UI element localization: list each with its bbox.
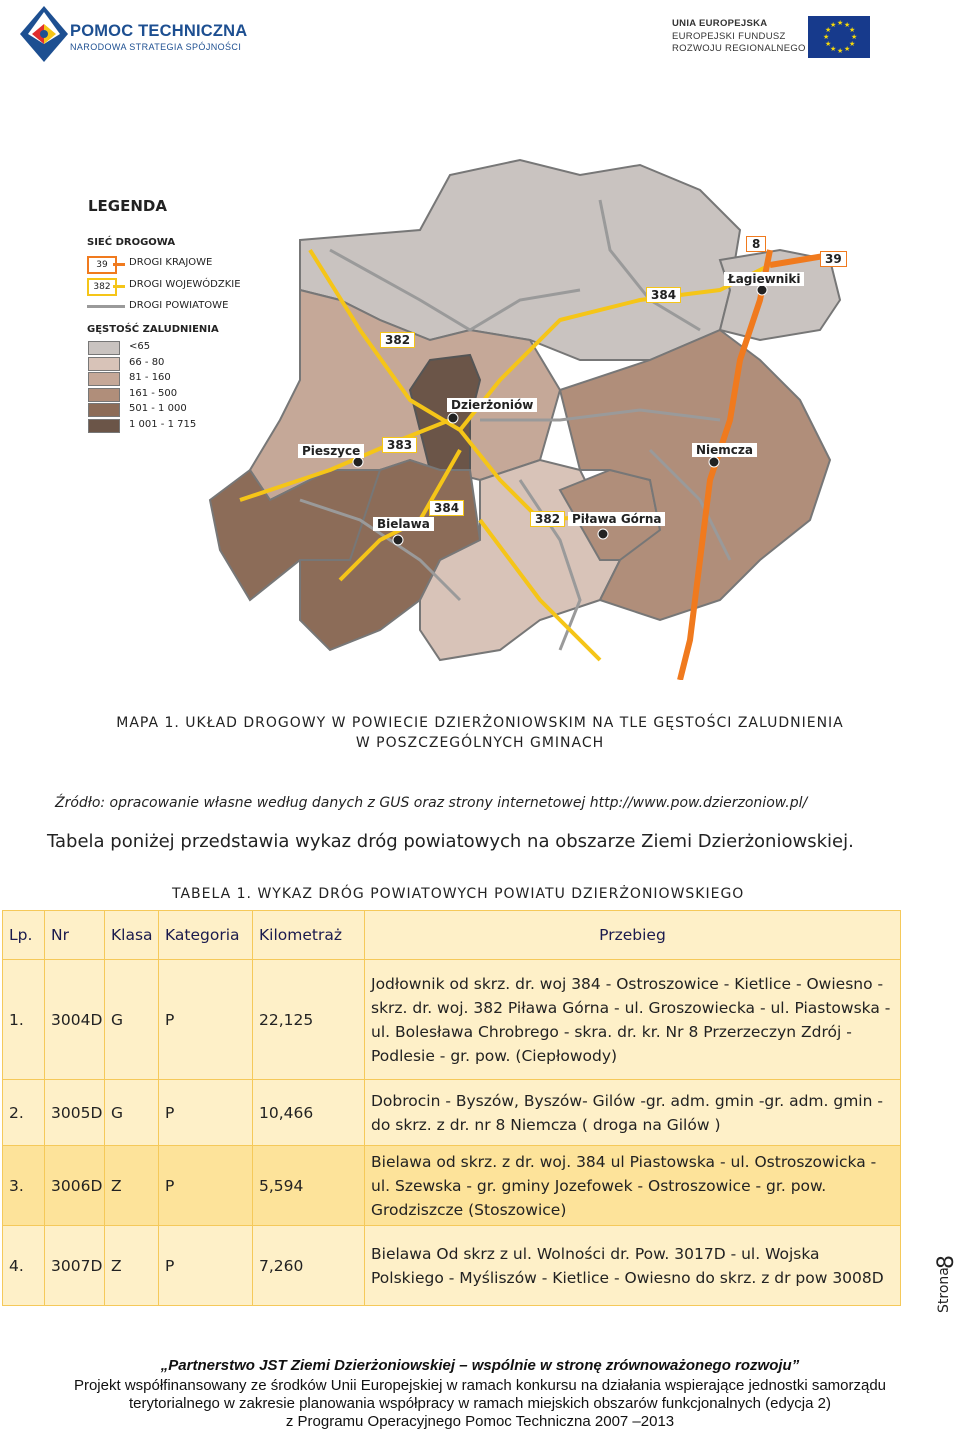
table-row xyxy=(3,1146,901,1226)
header-kategoria: Kategoria xyxy=(159,911,253,960)
eu-logo-line1: UNIA EUROPEJSKA xyxy=(672,18,768,29)
legend-badge-voivodeship: 382 xyxy=(87,278,117,296)
road-badge-384-north: 384 xyxy=(646,287,681,303)
cell-lp: 3. xyxy=(3,1146,45,1226)
intro-paragraph: Tabela poniżej przedstawia wykaz dróg powiatowych na obszarze Ziemi Dzierżoniowskiej. xyxy=(47,831,854,852)
cell-klasa: Z xyxy=(105,1226,159,1306)
legend-label-density-4: 161 - 500 xyxy=(129,388,178,399)
svg-text:★: ★ xyxy=(851,33,858,41)
cell-przebieg: Dobrocin - Byszów, Byszów- Gilów -gr. adm. gmin -gr. adm. gmin - do skrz. z dr. nr 8 Niemcza ( droga na Gilów ) xyxy=(365,1080,901,1146)
eu-logo-line2: EUROPEJSKI FUNDUSZ xyxy=(672,31,786,42)
page-number-value: 8 xyxy=(934,1255,959,1269)
svg-text:★: ★ xyxy=(825,26,832,34)
eu-logo-line3: ROZWOJU REGIONALNEGO xyxy=(672,43,806,54)
cell-nr: 3006D xyxy=(45,1146,105,1226)
cell-przebieg: Bielawa od skrz. z dr. woj. 384 ul Piastowska - ul. Ostroszowicka -ul. Szewska - gr. gminy Jozefowek - Ostroszowice - gr. pow. Grodziszcze (Stoszowice) xyxy=(365,1146,901,1226)
legend-line-voivodeship xyxy=(113,285,125,288)
legend-label-density-6: 1 001 - 1 715 xyxy=(129,419,197,430)
cell-lp: 1. xyxy=(3,960,45,1080)
svg-text:★: ★ xyxy=(830,45,837,53)
legend-label-county: DROGI POWIATOWE xyxy=(129,300,229,311)
map-label-bielawa: Bielawa xyxy=(373,517,434,531)
cell-kilometraz: 22,125 xyxy=(253,960,365,1080)
page-number xyxy=(934,1245,960,1315)
logo-left-title: POMOC TECHNICZNA xyxy=(70,22,248,40)
road-badge-8: 8 xyxy=(746,236,766,252)
svg-text:★: ★ xyxy=(844,21,851,29)
map-label-dzierzoniow: Dzierżoniów xyxy=(447,398,537,412)
footer-line2: Projekt współfinansowany ze środków Unii Europejskiej w ramach konkursu na działania wspierające jednostki samorządu xyxy=(73,1377,887,1394)
road-badge-39: 39 xyxy=(820,251,847,267)
cell-przebieg: Jodłownik od skrz. dr. woj 384 - Ostroszowice - Kietlice - Owiesno -skrz. dr. woj. 382 Piława Górna - ul. Groszowiecka - ul. Piastowska - ul. Bolesława Chrobrego - skra. dr. kr. Nr 8 Przerzeczyn Zdrój - Podlesie - gr. pow. (Ciepłowody) xyxy=(365,960,901,1080)
table-row xyxy=(3,960,901,1080)
header-nr: Nr xyxy=(45,911,105,960)
eu-logo xyxy=(660,12,875,60)
road-badge-382-south: 382 xyxy=(530,511,565,527)
legend-swatch-density-1 xyxy=(88,341,120,355)
legend-network-title: SIEĆ DROGOWA xyxy=(87,237,176,248)
header-przebieg: Przebieg xyxy=(365,911,901,960)
logo-left-subtitle: NARODOWA STRATEGIA SPÓJNOŚCI xyxy=(70,42,242,52)
table-header-row xyxy=(3,911,901,960)
road-badge-383: 383 xyxy=(382,437,417,453)
legend-label-density-1: <65 xyxy=(129,341,151,352)
legend-label-national: DROGI KRAJOWE xyxy=(129,257,213,268)
eu-flag-icon xyxy=(808,16,870,58)
footer-line4: z Programu Operacyjnego Pomoc Techniczna 2007 –2013 xyxy=(285,1413,675,1430)
header-lp: Lp. xyxy=(3,911,45,960)
cell-klasa: G xyxy=(105,1080,159,1146)
road-badge-382-north: 382 xyxy=(380,332,415,348)
table-caption: TABELA 1. WYKAZ DRÓG POWIATOWYCH POWIATU DZIERŻONIOWSKIEGO xyxy=(172,886,745,902)
map-label-niemcza: Niemcza xyxy=(692,443,757,457)
svg-text:★: ★ xyxy=(825,40,832,48)
svg-text:★: ★ xyxy=(837,47,844,55)
cell-klasa: Z xyxy=(105,1146,159,1226)
footer-title: „Partnerstwo JST Ziemi Dzierżoniowskiej – wspólnie w stronę zrównoważonego rozwoju” xyxy=(160,1357,800,1374)
map-label-pieszyce: Pieszyce xyxy=(298,444,364,458)
source-note: Źródło: opracowanie własne według danych z GUS oraz strony internetowej http://www.pow.dzierzoniow.pl/ xyxy=(55,795,808,811)
legend-label-density-2: 66 - 80 xyxy=(129,357,165,368)
pomoc-techniczna-logo xyxy=(18,4,278,64)
legend-swatch-density-2 xyxy=(88,357,120,371)
roads-table xyxy=(2,910,901,1306)
cell-kategoria: P xyxy=(159,960,253,1080)
svg-text:★: ★ xyxy=(823,33,830,41)
svg-text:★: ★ xyxy=(849,40,856,48)
table-row xyxy=(3,1080,901,1146)
legend-swatch-density-4 xyxy=(88,388,120,402)
road-density-map xyxy=(80,150,880,680)
cell-kilometraz: 5,594 xyxy=(253,1146,365,1226)
header-klasa: Klasa xyxy=(105,911,159,960)
cell-kategoria: P xyxy=(159,1226,253,1306)
cell-klasa: G xyxy=(105,960,159,1080)
svg-text:★: ★ xyxy=(849,26,856,34)
map-caption-line2: W POSZCZEGÓLNYCH GMINACH xyxy=(355,735,605,751)
legend-label-density-3: 81 - 160 xyxy=(129,372,171,383)
page-label: Strona xyxy=(936,1267,952,1313)
svg-text:★: ★ xyxy=(837,19,844,27)
map-label-lagiewniki: Łagiewniki xyxy=(724,272,804,286)
legend-line-county xyxy=(87,305,125,308)
cell-kategoria: P xyxy=(159,1146,253,1226)
table-row xyxy=(3,1226,901,1306)
cell-nr: 3004D xyxy=(45,960,105,1080)
legend-label-voivodeship: DROGI WOJEWÓDZKIE xyxy=(129,279,241,290)
cell-kilometraz: 7,260 xyxy=(253,1226,365,1306)
legend-density-title: GĘSTOŚĆ ZALUDNIENIA xyxy=(87,324,219,335)
legend-swatch-density-5 xyxy=(88,403,120,417)
header-kilometraz: Kilometraż xyxy=(253,911,365,960)
legend-title: LEGENDA xyxy=(88,197,167,215)
cell-nr: 3007D xyxy=(45,1226,105,1306)
cell-lp: 2. xyxy=(3,1080,45,1146)
cell-lp: 4. xyxy=(3,1226,45,1306)
legend-swatch-density-3 xyxy=(88,372,120,386)
road-badge-384-south: 384 xyxy=(429,500,464,516)
legend-swatch-density-6 xyxy=(88,419,120,433)
svg-text:★: ★ xyxy=(844,45,851,53)
cell-nr: 3005D xyxy=(45,1080,105,1146)
pomoc-techniczna-emblem-icon xyxy=(18,4,70,64)
map-label-pilawa-gorna: Piława Górna xyxy=(568,512,665,526)
legend-badge-national: 39 xyxy=(87,256,117,274)
legend-label-density-5: 501 - 1 000 xyxy=(129,403,187,414)
map-caption-line1: MAPA 1. UKŁAD DROGOWY W POWIECIE DZIERŻONIOWSKIM NA TLE GĘSTOŚCI ZALUDNIENIA xyxy=(116,715,844,731)
legend-line-national xyxy=(113,263,125,266)
cell-kilometraz: 10,466 xyxy=(253,1080,365,1146)
cell-kategoria: P xyxy=(159,1080,253,1146)
cell-przebieg: Bielawa Od skrz z ul. Wolności dr. Pow. 3017D - ul. Wojska Polskiego - Myśliszów - Kietlice - Owiesno do skrz. z dr pow 3008D xyxy=(365,1226,901,1306)
svg-text:★: ★ xyxy=(830,21,837,29)
footer-line3: terytorialnego w zakresie planowania współpracy w ramach miejskich obszarów funkcjonalnych (edycja 2) xyxy=(129,1395,831,1412)
